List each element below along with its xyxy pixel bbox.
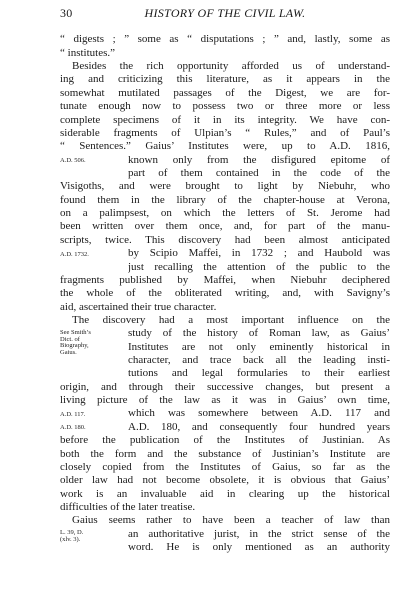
margin-note: Dict. of [60, 336, 80, 343]
text-line: found them in the library of the chapter-house at Verona, [60, 194, 390, 206]
text-line: The discovery had a most important influence on the [72, 314, 390, 326]
text-line: which was somewhere between A.D. 117 and [128, 407, 390, 419]
text-line: living picture of the law as it was in Gaius’ own time, [60, 394, 390, 406]
text-line: character, and trace back all the leading insti- [128, 354, 390, 366]
text-line: ing and criticizing this literature, as it appears in the [60, 73, 390, 85]
text-line: siderable fragments of Ulpian’s “ Rules,” and of Paul’s [60, 127, 390, 139]
margin-note: A.D. 117. [60, 411, 86, 418]
page-header [60, 6, 390, 22]
text-line: scripts, twice. This discovery had been almost anticipated [60, 234, 390, 246]
margin-note: (xlv. 3). [60, 536, 81, 543]
text-line: the whole of the obliterated writing, and, with Savigny’s [60, 287, 390, 299]
text-line: closely copied from the Institutes of Gaius, so far as the [60, 461, 390, 473]
text-line: origin, and through their successive changes, but present a [60, 381, 390, 393]
text-line: A.D. 180, and consequently four hundred years [128, 421, 390, 433]
text-line: part of them contained in the code of the [128, 167, 390, 179]
text-line: Besides the rich opportunity afforded us of understand- [72, 60, 390, 72]
text-line: Visigoths, and were brought to light by Niebuhr, who [60, 180, 390, 192]
text-line: older law had not become obsolete, it is obvious that Gaius’ [60, 474, 390, 486]
text-line: complete specimens of it in its integrity. We have con- [60, 114, 390, 126]
text-line: work is an invaluable aid in clearing up the historical [60, 488, 390, 500]
text-line: fragments published by Maffei, when Niebuhr deciphered [60, 274, 390, 286]
text-line: an authoritative jurist, in the strict sense of the [128, 528, 390, 540]
text-line: both the form and the substance of Justinian’s Institute are [60, 448, 390, 460]
margin-note: L. 39, D. [60, 529, 84, 536]
text-line: Institutes are not only eminently historical in [128, 341, 390, 353]
text-line: tutions and legal formularies to their earliest [128, 367, 390, 379]
text-line: on a palimpsest, on which the letters of St. Jerome had [60, 207, 390, 219]
margin-note: A.D. 506. [60, 157, 86, 164]
text-line: aid, ascertained their true character. [60, 301, 217, 313]
text-line: somewhat mutilated passages of the Digest, we are for- [60, 87, 390, 99]
page-number: 30 [60, 6, 73, 20]
text-line: known only from the disfigured epitome of [128, 154, 390, 166]
text-line: “ Sentences.” Gaius’ Institutes were, up to A.D. 1816, [60, 140, 390, 152]
margin-note: A.D. 180. [60, 424, 86, 431]
running-title: HISTORY OF THE CIVIL LAW. [144, 6, 306, 20]
text-line: just recalling the attention of the public to the [128, 261, 390, 273]
text-line: difficulties of the later treatise. [60, 501, 196, 513]
text-line: “ institutes.” [60, 47, 115, 59]
margin-note: See Smith’s [60, 329, 91, 336]
text-line: Gaius seems rather to have been a teacher of law than [72, 514, 390, 526]
margin-note: Gaius. [60, 349, 77, 356]
text-line: word. He is only mentioned as an authority [128, 541, 390, 553]
margin-note: A.D. 1732. [60, 251, 89, 258]
text-line: been written over them once, and, for part of the manu- [60, 220, 390, 232]
text-line: study of the history of Roman law, as Gaius’ [128, 327, 390, 339]
text-line: tunate enough now to possess two or three more or less [60, 100, 390, 112]
text-line: “ digests ; ” some as “ disputations ; ” and, lastly, some as [60, 33, 390, 45]
margin-note: Biography, [60, 342, 89, 349]
text-line: before the publication of the Institutes of Justinian. As [60, 434, 390, 446]
text-line: by Scipio Maffei, in 1732 ; and Haubold was [128, 247, 390, 259]
